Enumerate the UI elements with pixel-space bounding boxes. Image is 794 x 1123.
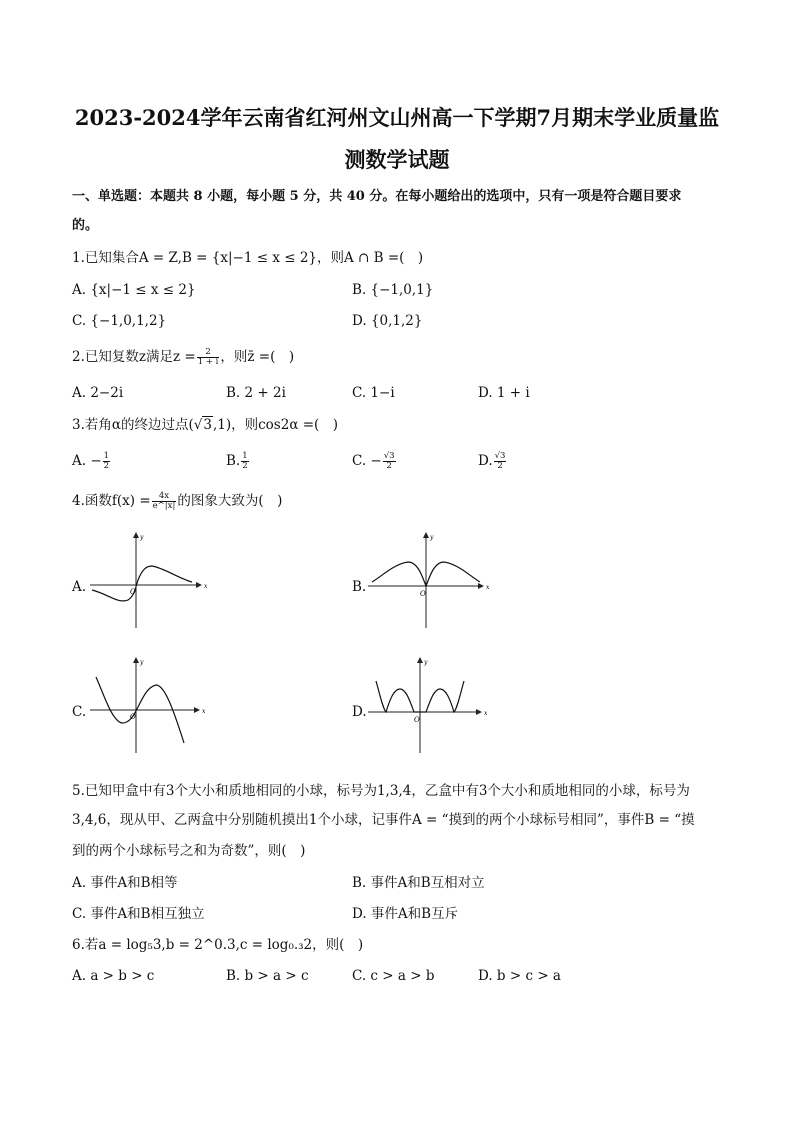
x-axis-arrow <box>194 707 200 713</box>
q3-d-num: √3 <box>494 451 506 461</box>
q4-graph-a <box>88 530 208 630</box>
q3-option-d-frac <box>494 452 507 471</box>
y-axis-label: y <box>140 659 144 666</box>
q5-option-b: B. 事件A和B互相对立 <box>352 875 485 891</box>
q4-frac-num: 4x <box>152 492 177 502</box>
q4-stem <box>72 492 282 511</box>
q1-option-c: C. {−1,0,1,2} <box>72 313 167 329</box>
q4-graph-b <box>366 530 490 630</box>
q3-option-a <box>72 452 111 471</box>
q4-option-d-label: D. <box>352 704 367 720</box>
q2-stem-post: ，则z̄ =( ) <box>220 349 295 365</box>
q3-option-b-frac <box>241 452 248 471</box>
x-axis-arrow <box>478 583 484 589</box>
q2-option-a: A. 2−2i <box>72 385 124 401</box>
q3-stem-pre: 3.若角α的终边过点( <box>72 417 194 433</box>
q2-stem-pre: 2.已知复数z满足z = <box>72 349 196 365</box>
x-axis-arrow <box>196 582 202 588</box>
q3-sqrt-arg: 3 <box>203 417 212 433</box>
q6-option-c: C. c > a > b <box>352 968 435 984</box>
q2-fraction <box>197 348 220 367</box>
q6-option-a: A. a > b > c <box>72 968 155 984</box>
curve <box>92 566 192 601</box>
q4-option-b-label: B. <box>352 579 367 595</box>
q3-option-d <box>478 452 507 471</box>
q3-option-c-label: C. − <box>352 453 382 469</box>
q3-option-c <box>352 452 397 471</box>
q2-frac-num: 2 <box>197 348 220 358</box>
origin-label: O <box>414 716 420 724</box>
q4-stem-pre: 4.函数f(x) = <box>72 493 151 509</box>
q5-line-2: 3,4,6，现从甲、乙两盒中分别随机摸出1个小球，记事件A = “摸到的两个小球标号相同”，事件B = “摸 <box>72 812 695 828</box>
q6-stem: 6.若a = log₅3,b = 2^0.3,c = log₀.₃2，则( ) <box>72 937 364 953</box>
q3-sqrt-symbol: √ <box>193 417 203 433</box>
q4-option-a-label: A. <box>72 579 87 595</box>
q3-c-num: √3 <box>383 451 395 461</box>
q3-stem <box>72 416 338 434</box>
q5-option-d: D. 事件A和B互斥 <box>352 906 459 922</box>
q2-option-d: D. 1 + i <box>478 385 530 401</box>
q1-option-b: B. {−1,0,1} <box>352 282 434 298</box>
q3-c-den: 2 <box>386 461 392 471</box>
x-axis-label: x <box>204 583 208 590</box>
x-axis-label: x <box>484 710 488 717</box>
y-axis-arrow <box>423 532 429 538</box>
q6-option-d: D. b > c > a <box>478 968 561 984</box>
q3-b-den: 2 <box>242 461 248 471</box>
y-axis-arrow <box>417 657 423 663</box>
y-axis-arrow <box>133 657 139 663</box>
section-heading-line-1: 一、单选题：本题共 8 小题，每小题 5 分，共 40 分。在每小题给出的选项中，只有一项是符合题目要求 <box>72 189 682 204</box>
section-heading-line-2: 的。 <box>72 218 99 233</box>
q4-option-c-label: C. <box>72 704 87 720</box>
x-axis-label: x <box>202 708 206 715</box>
q5-option-a: A. 事件A和B相等 <box>72 875 178 891</box>
q5-line-3: 到的两个小球标号之和为奇数”，则( ) <box>72 843 306 859</box>
q6-option-b: B. b > a > c <box>226 968 309 984</box>
q3-option-d-label: D. <box>478 453 493 469</box>
q2-option-c: C. 1−i <box>352 385 395 401</box>
origin-label: O <box>130 713 136 721</box>
q3-option-a-label: A. − <box>72 453 102 469</box>
q3-stem-post: ,1)，则cos2α =( ) <box>212 417 339 433</box>
q3-option-c-frac <box>383 452 396 471</box>
q4-graph-c <box>88 655 208 755</box>
x-axis-label: x <box>486 584 490 591</box>
q3-d-den: 2 <box>497 461 503 471</box>
q3-a-num: 1 <box>103 451 110 461</box>
q4-frac-den: e^|x| <box>152 501 176 511</box>
origin-label: O <box>130 588 136 596</box>
x-axis-arrow <box>476 709 482 715</box>
q3-a-den: 2 <box>103 461 110 471</box>
page-title-line-1: 2023-2024学年云南省红河州文山州高一下学期7月期末学业质量监 <box>74 105 720 130</box>
q5-option-c: C. 事件A和B相互独立 <box>72 906 205 922</box>
q5-line-1: 5.已知甲盒中有3个大小和质地相同的小球，标号为1,3,4，乙盒中有3个大小和质地相同的小球，标号为 <box>72 783 690 799</box>
y-axis-label: y <box>424 659 428 666</box>
q4-fraction <box>152 492 177 511</box>
q4-stem-post: 的图象大致为( ) <box>177 493 283 509</box>
q1-stem: 1.已知集合A = Z,B = {x|−1 ≤ x ≤ 2}，则A ∩ B =( ) <box>72 250 424 266</box>
q3-option-b-label: B. <box>226 453 241 469</box>
y-axis-label: y <box>140 534 144 541</box>
page-title-line-2: 测数学试题 <box>344 147 450 172</box>
q4-graph-d <box>366 655 490 755</box>
origin-label: O <box>420 590 426 598</box>
q3-option-b <box>226 452 250 471</box>
y-axis-label: y <box>430 534 434 541</box>
q3-option-a-frac <box>103 452 110 471</box>
q2-option-b: B. 2 + 2i <box>226 385 286 401</box>
y-axis-arrow <box>133 532 139 538</box>
q2-stem <box>72 348 294 367</box>
q1-option-d: D. {0,1,2} <box>352 313 423 329</box>
q1-option-a: A. {x|−1 ≤ x ≤ 2} <box>72 282 196 298</box>
q3-b-num: 1 <box>242 451 248 461</box>
q2-frac-den: 1 + i <box>197 357 219 367</box>
